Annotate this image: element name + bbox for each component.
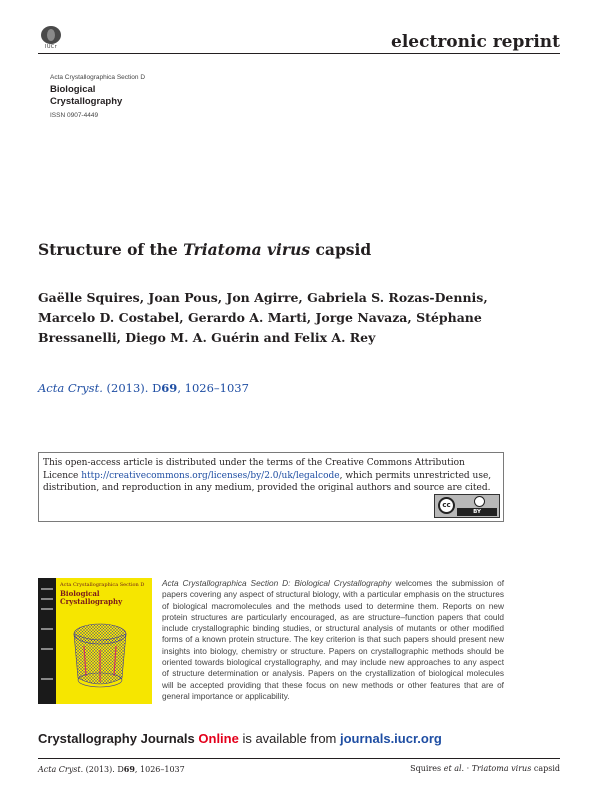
license-box <box>38 452 504 522</box>
by-label: BY <box>457 508 497 516</box>
blurb-journal-name: Acta Crystallographica Section D: Biological Crystallography <box>162 578 392 588</box>
title-post: capsid <box>310 240 372 259</box>
journal-series: Acta Crystallographica Section D <box>50 74 146 81</box>
iucr-logo-text: IUCr <box>45 44 57 50</box>
online-pre: Crystallography Journals <box>38 731 199 746</box>
citation-journal: Acta Cryst. <box>38 381 103 395</box>
footer-running-title <box>410 764 560 773</box>
article-title <box>38 240 371 259</box>
header-rule <box>38 53 560 54</box>
journal-description <box>162 578 504 702</box>
footer-rule <box>38 758 560 759</box>
title-pre: Structure of the <box>38 240 184 259</box>
journal-name-line1: Biological <box>50 84 96 95</box>
footer-journal: Acta Cryst. <box>38 765 84 774</box>
footer-citation <box>38 764 185 774</box>
journal-issn: ISSN 0907-4449 <box>50 112 99 119</box>
cover-name: Biological Crystallography <box>60 589 123 606</box>
license-text-post: , which permits unrestricted use, distribution, and reproduction in any medium, provided the original authors and source are cited. <box>43 470 492 493</box>
attribution-person-icon <box>474 496 485 507</box>
journal-name-line2: Crystallography <box>50 96 123 107</box>
citation-volume: 69 <box>161 381 178 395</box>
journals-url-link[interactable]: journals.iucr.org <box>340 731 442 746</box>
footer-author: Squires <box>410 764 444 773</box>
footer-year: (2013). D <box>83 765 124 774</box>
online-word: Online <box>198 731 239 746</box>
license-link[interactable]: http://creativecommons.org/licenses/by/2.0/uk/legalcode <box>81 470 340 481</box>
header-title: electronic reprint <box>391 32 560 52</box>
footer-pages: , 1026–1037 <box>134 765 185 774</box>
citation-pages: , 1026–1037 <box>177 381 249 395</box>
cover-series: Acta Crystallographica Section D <box>60 582 145 588</box>
cover-structure-illustration <box>60 618 150 702</box>
license-text <box>43 457 499 495</box>
footer-title-post: capsid <box>531 764 560 773</box>
footer-volume: 69 <box>123 764 135 774</box>
cc-by-badge[interactable] <box>434 494 500 518</box>
license-text-pre: This open-access article is distributed under the terms of the Creative Commons Attribution Licence <box>43 458 465 481</box>
journal-info <box>50 74 145 119</box>
citation-link[interactable] <box>38 381 249 395</box>
iucr-logo <box>38 26 64 50</box>
title-italic: Triatoma virus <box>183 240 311 259</box>
footer-title-italic: Triatoma virus <box>471 764 532 773</box>
footer-sep: · <box>464 764 472 773</box>
iucr-logo-icon <box>41 26 61 44</box>
online-availability <box>38 731 442 746</box>
online-mid: is available from <box>238 731 340 746</box>
author-list: Gaëlle Squires, Joan Pous, Jon Agirre, Gabriela S. Rozas-Dennis, Marcelo D. Costabel, Gerardo A. Marti, Jorge Navaza, Stéphane Bressanelli, Diego M. A. Guérin and Felix A. Rey <box>38 290 488 345</box>
blurb-body: welcomes the submission of papers covering any aspect of structural biology, with a particular emphasis on the structures of biological macromolecules and the methods used to determine them. Reports on new protein structures are particularly encouraged, as are structure–function papers that could include crystallographic binding studies, or structural analysis of mutants or other modified forms of a known protein structure. The key criterion is that such papers should present new insights into biology, chemistry or structure. Papers on crystallographic methods should be oriented towards biological crystallography, and may include new approaches to any aspect of structure determination or analysis. Papers on the crystallization of biological molecules will be accepted providing that these focus on new methods or other features that are of general importance or applicability. <box>162 578 504 701</box>
journal-cover-image <box>38 578 152 704</box>
citation-year: (2013). D <box>102 381 162 395</box>
footer-etal: et al. <box>443 764 465 773</box>
cover-spine <box>38 578 56 704</box>
cc-icon: cc <box>438 497 455 514</box>
